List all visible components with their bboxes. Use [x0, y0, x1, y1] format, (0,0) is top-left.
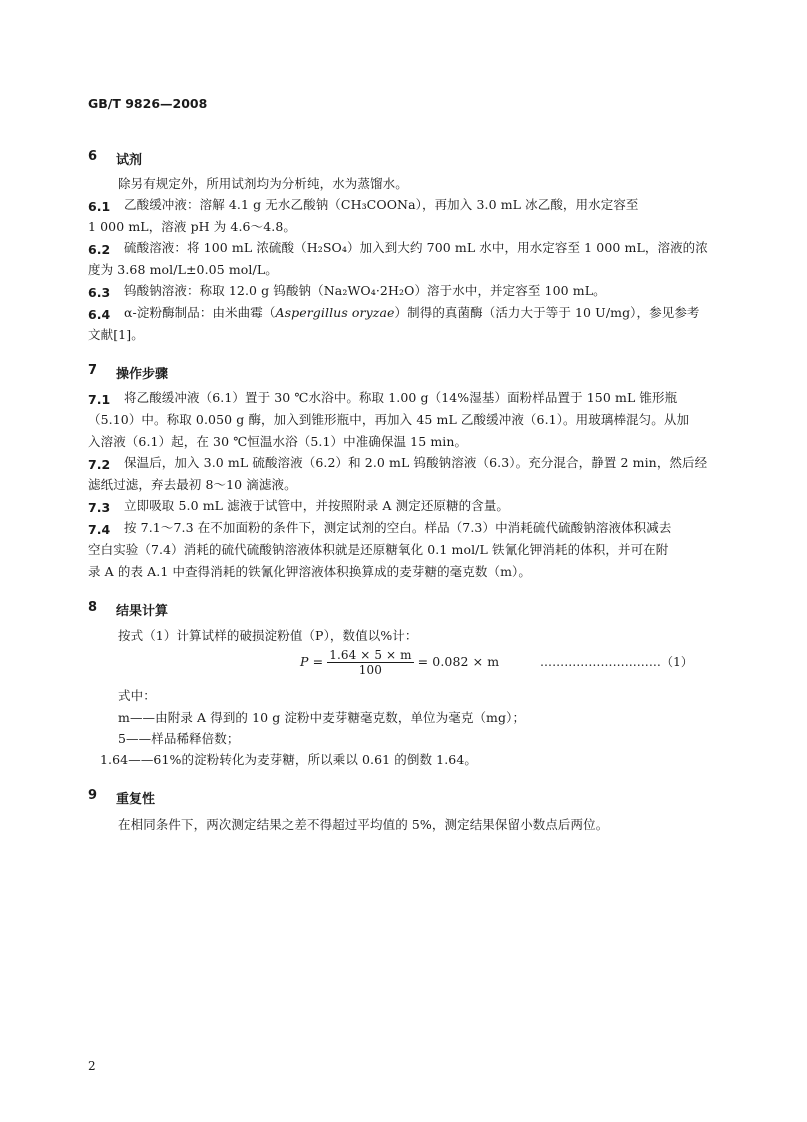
standard-code: GB/T 9826—2008 — [88, 96, 208, 111]
item-7-2-number: 7.2 — [88, 457, 111, 472]
formula-rhs: = 0.082 × m — [417, 654, 500, 669]
section-9-number: 9 — [88, 788, 98, 803]
item-6-1-line-2: 1 000 mL，溶液 pH 为 4.6～4.8。 — [88, 219, 296, 234]
item-7-4-line-3: 录 A 的表 A.1 中查得消耗的铁氰化钾溶液体积换算成的麦芽糖的毫克数（m）。 — [88, 564, 531, 579]
item-6-4-line-1: α-淀粉酶制品：由米曲霉（Aspergillus oryzae）制得的真菌酶（活力大于等于 10 U/mg），参见参考 — [124, 305, 700, 320]
formula-denominator: 100 — [358, 663, 383, 677]
formula-fraction — [327, 649, 413, 676]
item-7-2-line-2: 滤纸过滤，弃去最初 8～10 滴滤液。 — [88, 477, 297, 492]
page-number: 2 — [88, 1059, 96, 1073]
formula-1 — [300, 649, 499, 676]
item-6-3-line-1: 钨酸钠溶液：称取 12.0 g 钨酸钠（Na₂WO₄·2H₂O）溶于水中，并定容至 100 mL。 — [124, 283, 606, 298]
item-6-1-line-1: 乙酸缓冲液：溶解 4.1 g 无水乙酸钠（CH₃COONa），再加入 3.0 mL 冰乙酸，用水定容至 — [124, 197, 639, 212]
item-7-3-line-1: 立即吸取 5.0 mL 滤液于试管中，并按照附录 A 测定还原糖的含量。 — [124, 498, 510, 513]
formula-lhs: P = — [300, 654, 324, 669]
item-6-2-line-2: 度为 3.68 mol/L±0.05 mol/L。 — [88, 262, 278, 277]
section-7-title: 操作步骤 — [116, 367, 169, 382]
formula-tag: …………………………（1） — [540, 655, 693, 669]
section-6-title: 试剂 — [116, 153, 143, 168]
definition-m: m——由附录 A 得到的 10 g 淀粉中麦芽糖毫克数，单位为毫克（mg）； — [118, 710, 526, 725]
item-7-4-line-2: 空白实验（7.4）消耗的硫代硫酸钠溶液体积就是还原糖氧化 0.1 mol/L 铁氰化钾消耗的体积，并可在附 — [88, 542, 669, 557]
section-7-number: 7 — [88, 363, 98, 378]
section-9-title: 重复性 — [116, 792, 156, 807]
item-7-4-number: 7.4 — [88, 522, 111, 537]
item-7-1-line-1: 将乙酸缓冲液（6.1）置于 30 ℃水浴中。称取 1.00 g（14%湿基）面粉样品置于 150 mL 锥形瓶 — [124, 390, 678, 405]
section-9-text: 在相同条件下，两次测定结果之差不得超过平均值的 5%，测定结果保留小数点后两位。 — [118, 817, 609, 832]
section-6-intro: 除另有规定外，所用试剂均为分析纯，水为蒸馏水。 — [118, 176, 408, 191]
item-7-1-line-3: 入溶液（6.1）起，在 30 ℃恒温水浴（5.1）中准确保温 15 min。 — [88, 434, 468, 449]
item-7-1-line-2: （5.10）中。称取 0.050 g 酶，加入到锥形瓶中，再加入 45 mL 乙酸缓冲液（6.1）。用玻璃棒混匀。从加 — [88, 412, 690, 427]
species-name: Aspergillus oryzae — [275, 305, 395, 320]
item-6-2-line-1: 硫酸溶液：将 100 mL 浓硫酸（H₂SO₄）加入到大约 700 mL 水中，用水定容至 1 000 mL，溶液的浓 — [124, 240, 708, 255]
item-6-3-number: 6.3 — [88, 285, 111, 300]
where-label: 式中： — [118, 688, 156, 703]
item-6-4-line-2: 文献[1]。 — [88, 327, 144, 342]
item-7-2-line-1: 保温后，加入 3.0 mL 硫酸溶液（6.2）和 2.0 mL 钨酸钠溶液（6.3）。充分混合，静置 2 min，然后经 — [124, 455, 708, 470]
definition-1-64: 1.64——61%的淀粉转化为麦芽糖，所以乘以 0.61 的倒数 1.64。 — [100, 752, 477, 767]
item-6-4-number: 6.4 — [88, 307, 111, 322]
section-8-number: 8 — [88, 600, 98, 615]
formula-numerator: 1.64 × 5 × m — [329, 648, 412, 662]
section-8-intro: 按式（1）计算试样的破损淀粉值（P），数值以%计： — [118, 628, 418, 643]
item-7-4-line-1: 按 7.1～7.3 在不加面粉的条件下，测定试剂的空白。样品（7.3）中消耗硫代硫酸钠溶液体积减去 — [124, 520, 672, 535]
item-6-1-number: 6.1 — [88, 199, 111, 214]
section-6-number: 6 — [88, 149, 98, 164]
item-6-2-number: 6.2 — [88, 242, 111, 257]
section-8-title: 结果计算 — [116, 604, 169, 619]
item-7-3-number: 7.3 — [88, 500, 111, 515]
item-7-1-number: 7.1 — [88, 392, 111, 407]
definition-5: 5——样品稀释倍数； — [118, 731, 240, 746]
